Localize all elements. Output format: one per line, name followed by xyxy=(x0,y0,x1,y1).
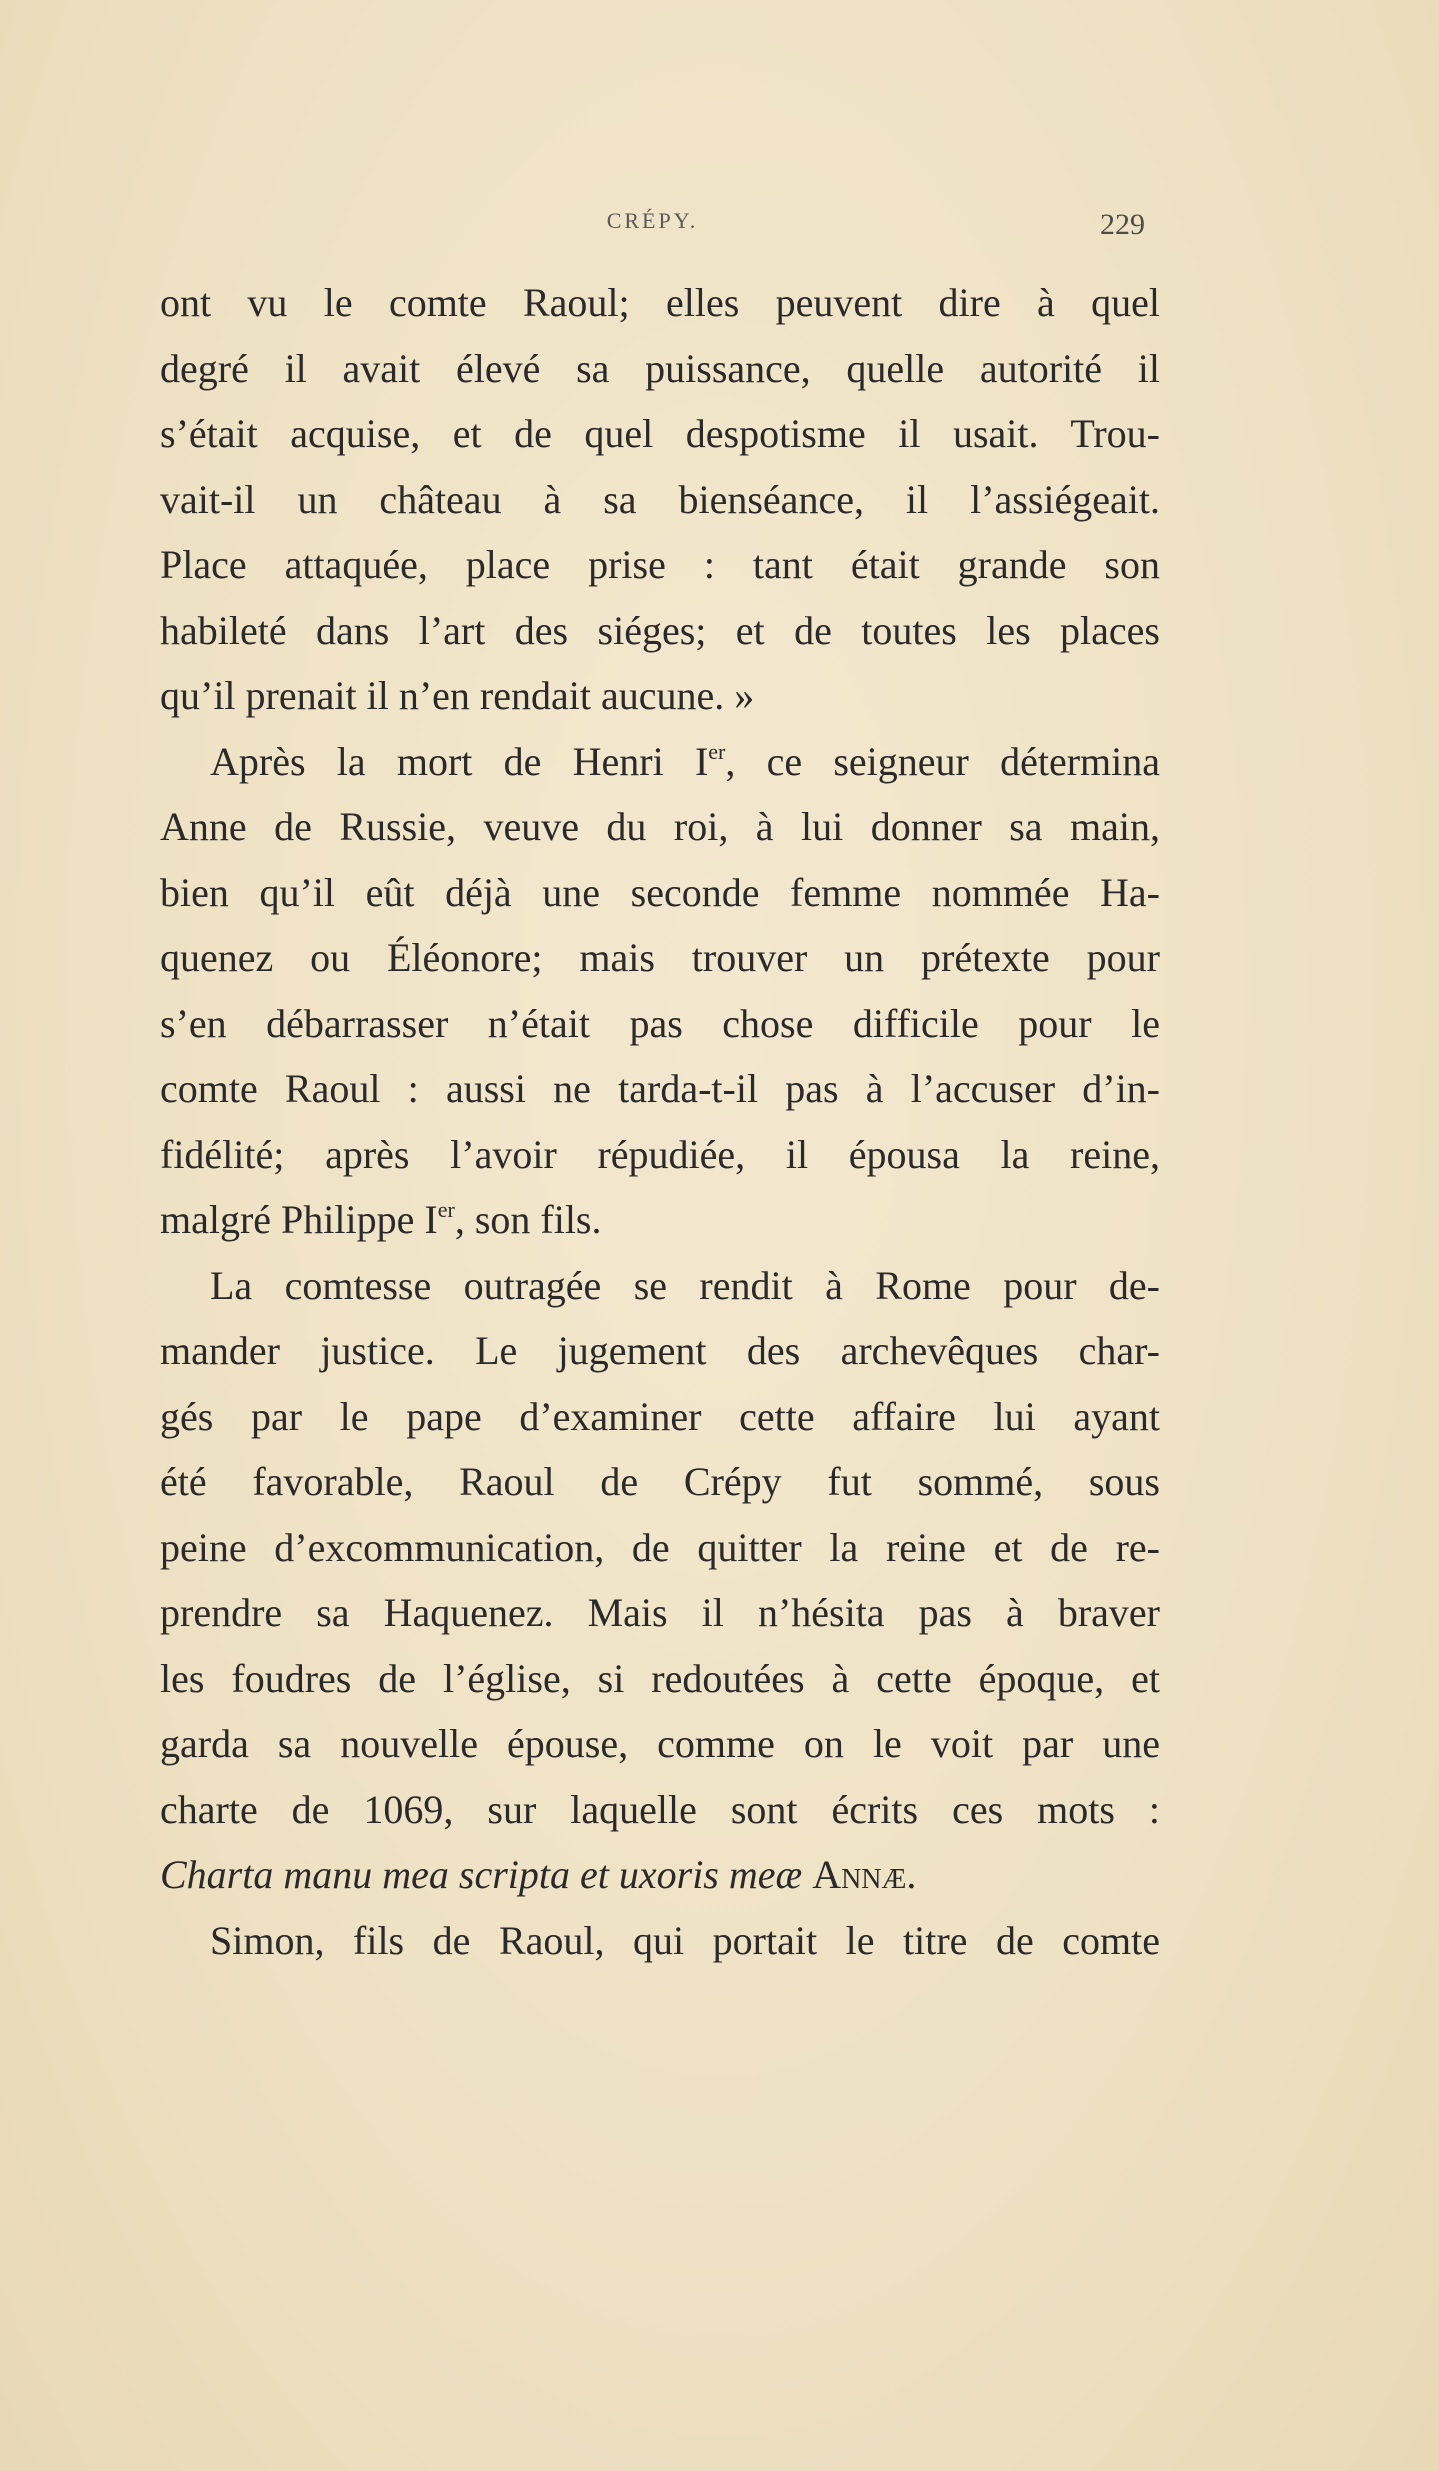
text-line: fidélité; après l’avoir répudiée, il épousa la reine, xyxy=(160,1131,1160,1177)
line-text: , son fils. xyxy=(454,1197,602,1242)
text-line: habileté dans l’art des siéges; et de toutes les places xyxy=(160,607,1160,653)
text-line: comte Raoul : aussi ne tarda-t-il pas à l’accuser d’in- xyxy=(160,1066,1160,1111)
superscript: er xyxy=(437,1197,455,1222)
line-text: Après la mort de Henri I xyxy=(210,738,709,784)
text-line: degré il avait élevé sa puissance, quelle autorité il xyxy=(160,345,1160,391)
text-line-paragraph-start: Simon, fils de Raoul, qui portait le titre de comte xyxy=(210,1917,1160,1963)
page-header xyxy=(160,208,1145,248)
text-line: prendre sa Haquenez. Mais il n’hésita pas à braver xyxy=(160,1590,1160,1635)
text-line-paragraph-start xyxy=(160,729,1160,795)
text-line: Anne de Russie, veuve du roi, à lui donner sa main, xyxy=(160,804,1160,849)
text-line: gés par le pape d’examiner cette affaire lui ayant xyxy=(160,1393,1160,1439)
superscript: er xyxy=(708,738,726,764)
text-line: garda sa nouvelle épouse, comme on le voit par une xyxy=(160,1721,1160,1766)
line-text: malgré Philippe I xyxy=(160,1197,438,1242)
text-line-latin xyxy=(160,1842,1160,1908)
page-number: 229 xyxy=(1100,208,1145,241)
text-line: mander justice. Le jugement des archevêques char- xyxy=(160,1328,1160,1373)
line-text: , ce seigneur détermina xyxy=(725,738,1160,784)
text-line: les foudres de l’église, si redoutées à cette époque, et xyxy=(160,1655,1160,1701)
text-line: s’était acquise, et de quel despotisme il usait. Trou- xyxy=(160,411,1160,456)
running-head: CRÉPY. xyxy=(606,208,699,233)
text-line: qu’il prenait il n’en rendait aucune. » xyxy=(160,673,755,718)
text-line: Place attaquée, place prise : tant était grande son xyxy=(160,542,1160,587)
text-line-paragraph-start: La comtesse outragée se rendit à Rome pour de- xyxy=(210,1262,1160,1308)
text-line: été favorable, Raoul de Crépy fut sommé, sous xyxy=(160,1459,1160,1504)
text-line: vait-il un château à sa bienséance, il l’assiégeait. xyxy=(160,476,1160,522)
text-line: ont vu le comte Raoul; elles peuvent dire à quel xyxy=(160,280,1160,325)
text-line: charte de 1069, sur laquelle sont écrits ces mots : xyxy=(160,1786,1160,1832)
body-text xyxy=(160,270,1160,1973)
text-line: quenez ou Éléonore; mais trouver un prétexte pour xyxy=(160,935,1160,980)
text-line: bien qu’il eût déjà une seconde femme nommée Ha- xyxy=(160,869,1160,915)
text-line: peine d’excommunication, de quitter la reine et de re- xyxy=(160,1524,1160,1570)
small-caps-word: Annæ. xyxy=(812,1852,917,1897)
text-line: s’en débarrasser n’était pas chose difficile pour le xyxy=(160,1000,1160,1046)
latin-quote: Charta manu mea scripta et uxoris meæ xyxy=(160,1852,803,1897)
text-line xyxy=(160,1187,1160,1253)
